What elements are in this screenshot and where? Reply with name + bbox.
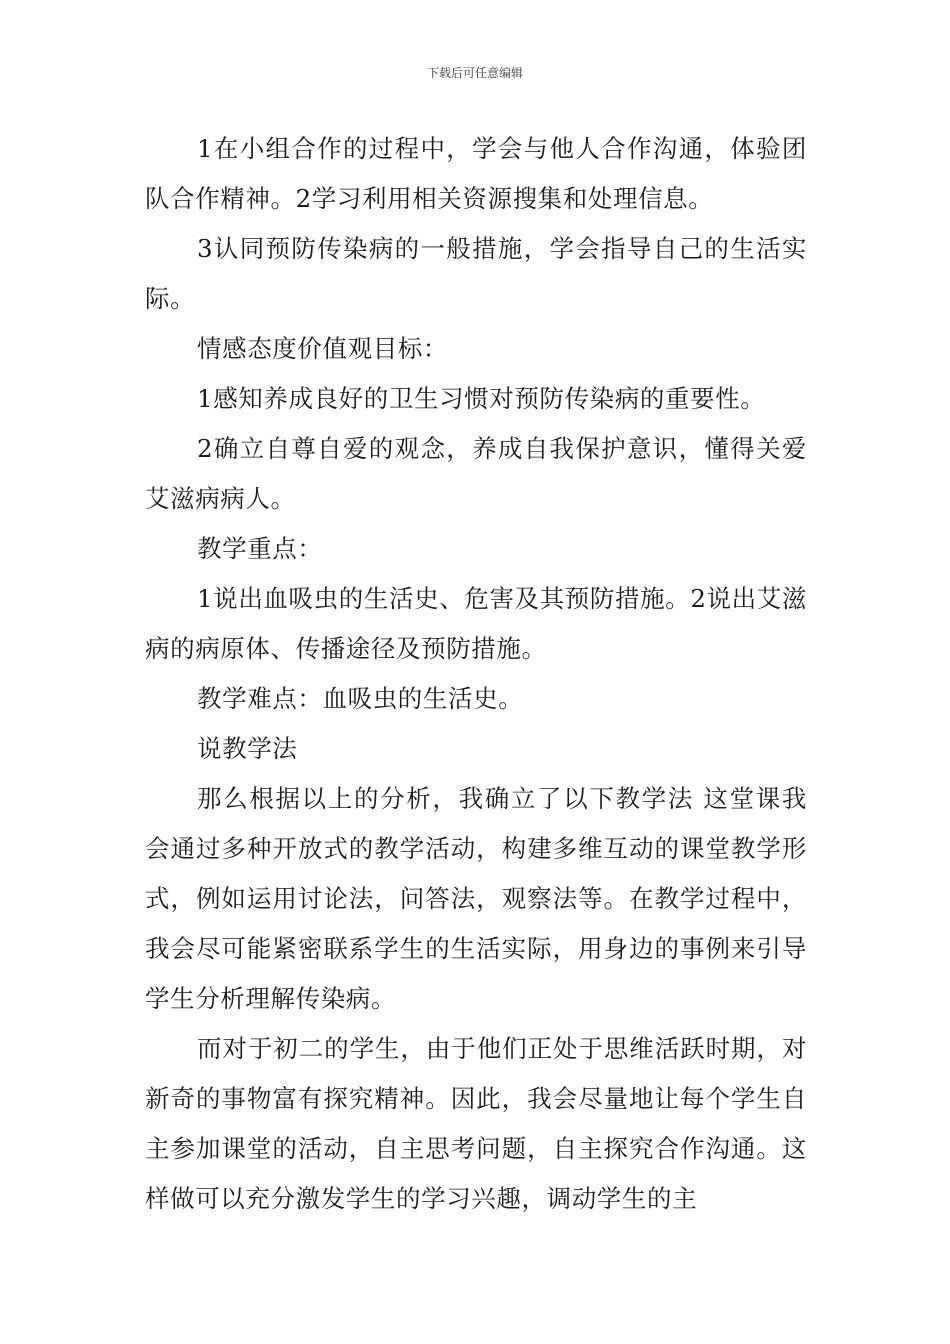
paragraph-key-points: 1说出血吸虫的生活史、危害及其预防措施。2说出艾滋病的病原体、传播途径及预防措施。 — [145, 584, 807, 663]
paragraph-difficult-points: 教学难点：血吸虫的生活史。 — [197, 684, 524, 713]
heading-key-points: 教学重点： — [197, 534, 323, 563]
paragraph-student-approach: 而对于初二的学生，由于他们正处于思维活跃时期，对新奇的事物富有探究精神。因此，我会尽量地让每个学生自主参加课堂的活动，自主思考问题，自主探究合作沟通。这样做可以充分激发学生的学习兴趣，调动学生的主 — [145, 1034, 807, 1213]
heading-teaching-method: 说教学法 — [197, 734, 298, 763]
paragraph-hygiene-goal: 1感知养成良好的卫生习惯对预防传染病的重要性。 — [197, 384, 766, 413]
heading-emotion-goals: 情感态度价值观目标： — [197, 334, 448, 363]
paragraph-teaching-method: 那么根据以上的分析，我确立了以下教学法 这堂课我会通过多种开放式的教学活动，构建多维互动的课堂教学形式，例如运用讨论法，问答法，观察法等。在教学过程中，我会尽可能紧密联系学生的生活实际，用身边的事例来引导学生分析理解传染病。 — [145, 784, 807, 1013]
document-body — [145, 124, 807, 1224]
paragraph-self-respect-goal: 2确立自尊自爱的观念，养成自我保护意识，懂得关爱艾滋病病人。 — [145, 434, 807, 513]
page-header: 下载后可任意编辑 — [426, 66, 523, 80]
paragraph-prevention-goal: 3认同预防传染病的一般措施，学会指导自己的生活实际。 — [145, 234, 807, 313]
paragraph-collaboration-goals: 1在小组合作的过程中，学会与他人合作沟通，体验团队合作精神。2学习利用相关资源搜集和处理信息。 — [145, 134, 807, 213]
